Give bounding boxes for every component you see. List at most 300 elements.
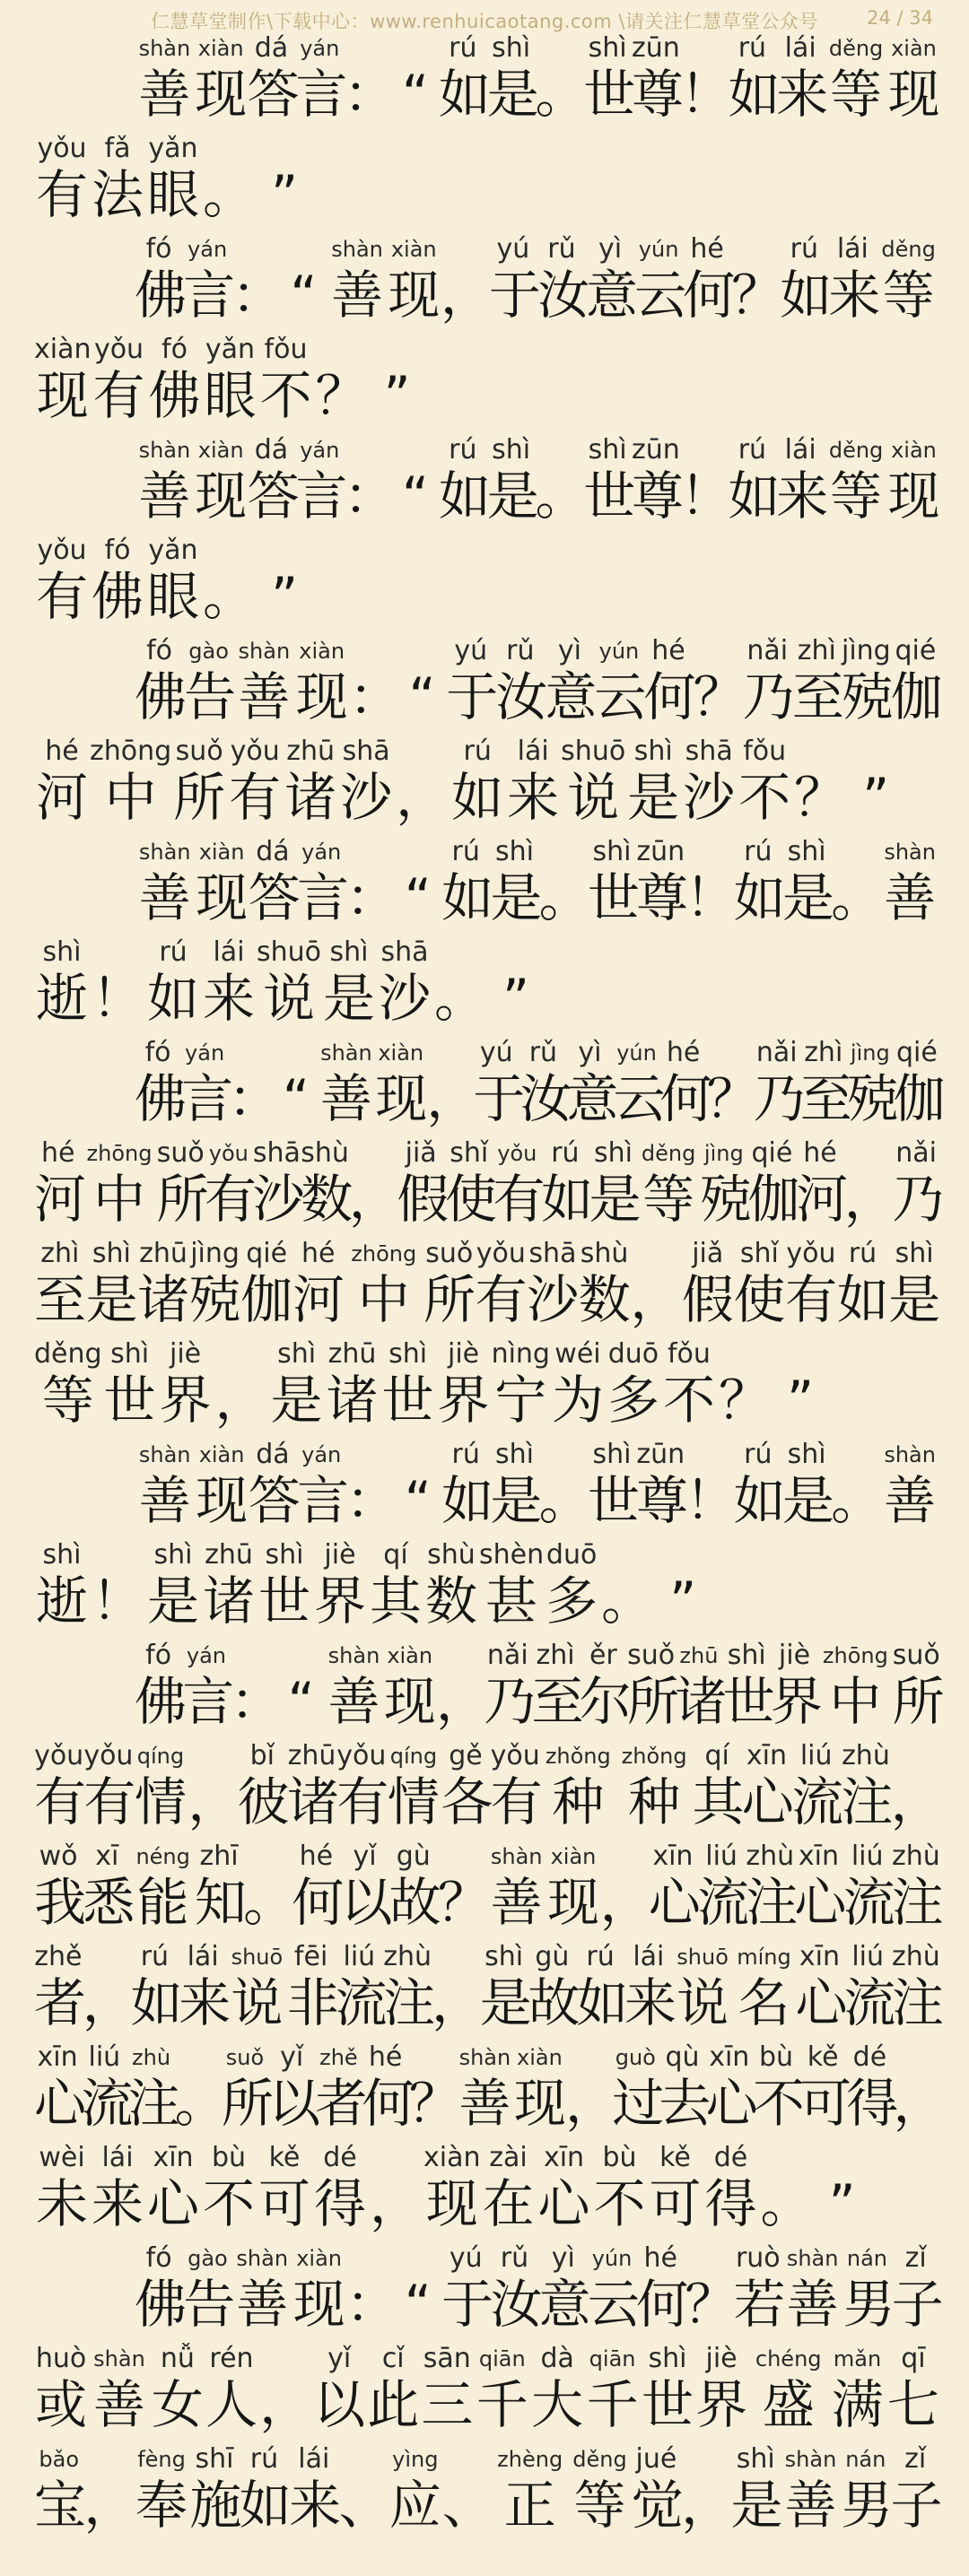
hanzi: 界 (695, 2374, 748, 2435)
pinyin (680, 436, 729, 465)
pinyin: shèn (479, 1539, 545, 1571)
hanzi: 世 (587, 1470, 640, 1531)
pinyin: lái (101, 2142, 134, 2173)
pinyin: shī (195, 2443, 234, 2475)
ruby-character (292, 2244, 345, 2336)
hanzi: ！ (685, 1470, 738, 1531)
pinyin: bù (211, 2142, 247, 2173)
ruby-character (887, 34, 940, 126)
ruby-character (408, 2043, 461, 2135)
pinyin: fó (144, 1037, 171, 1068)
ruby-character (737, 737, 792, 829)
hanzi: ， (348, 1169, 401, 1230)
ruby-character (227, 1943, 287, 2034)
ruby-character (792, 637, 842, 728)
ruby-character (843, 1139, 896, 1231)
ruby-character (257, 536, 312, 628)
ruby-character (759, 2144, 815, 2235)
hanzi: 心 (741, 1771, 794, 1832)
ruby-character (315, 2043, 368, 2135)
ruby-character (815, 2144, 870, 2235)
hanzi: 不 (752, 2073, 805, 2134)
pinyin: yán (188, 237, 228, 262)
hanzi: 心 (34, 2073, 87, 2134)
pinyin (214, 1340, 269, 1369)
pinyin: shì (277, 1338, 317, 1370)
text-line (34, 1340, 940, 1440)
ruby-character (493, 1139, 546, 1231)
pinyin: míng (737, 1945, 791, 1970)
ruby-character (314, 335, 370, 427)
ruby-character (86, 1240, 138, 1331)
ruby-character (435, 1641, 488, 1733)
hanzi: 或 (35, 2374, 88, 2435)
ruby-character (530, 2345, 584, 2436)
ruby-character (81, 2041, 134, 2135)
ruby-character (752, 2041, 805, 2135)
ruby-character (34, 335, 92, 427)
ruby-character (423, 2144, 481, 2235)
ruby-character (781, 836, 834, 929)
hanzi: ： (228, 1068, 281, 1129)
pinyin (349, 637, 398, 666)
pinyin: zhōng (822, 1643, 888, 1668)
hanzi: 女 (151, 2374, 204, 2435)
hanzi: 可 (799, 2073, 852, 2134)
ruby-character (438, 434, 491, 527)
pinyin: zhōng (351, 1241, 417, 1266)
pinyin (83, 2445, 133, 2474)
ruby-character (395, 838, 442, 929)
hanzi: 七 (886, 2374, 939, 2435)
ruby-character (492, 2445, 568, 2537)
ruby-character (247, 434, 300, 527)
pinyin (345, 1440, 394, 1469)
ruby-character (201, 2144, 257, 2235)
ruby-character (631, 2443, 684, 2537)
pinyin: rú (249, 2443, 279, 2475)
pinyin: rú (463, 735, 492, 767)
hanzi: 彼 (237, 1771, 290, 1832)
pinyin: gù (535, 1941, 570, 1972)
hanzi: 言 (295, 64, 348, 125)
ruby-character (486, 434, 539, 527)
ruby-character (785, 1240, 837, 1331)
ruby-character (891, 1841, 944, 1934)
pinyin: shì (484, 1941, 524, 1972)
hanzi: 于 (473, 1068, 526, 1129)
ruby-character (488, 233, 541, 326)
hanzi: 。 (760, 2173, 813, 2234)
ruby-character (694, 2345, 748, 2436)
hanzi: 如 (780, 265, 833, 326)
pinyin: zhì (804, 1037, 843, 1068)
hanzi: 伽 (890, 666, 943, 727)
hanzi: 世 (583, 64, 636, 125)
ruby-character (792, 737, 848, 829)
pinyin: nǎi (895, 1137, 937, 1169)
ruby-character (384, 1641, 436, 1733)
hanzi: 。 (538, 1470, 591, 1531)
ruby-character (195, 838, 248, 929)
hanzi: ， (893, 2073, 946, 2134)
hanzi: 种 (552, 1771, 605, 1832)
ruby-character (831, 1440, 884, 1532)
hanzi: 正 (503, 2475, 556, 2536)
hanzi: 界 (437, 1370, 490, 1431)
pinyin: xiàn (891, 438, 937, 463)
pinyin: shì (648, 2343, 687, 2374)
hanzi: 未 (35, 2173, 88, 2234)
ruby-character (831, 838, 884, 929)
pinyin: zūn (636, 836, 685, 867)
hanzi: 意 (538, 2274, 591, 2335)
ruby-character (490, 836, 543, 929)
hanzi: 是 (730, 2475, 783, 2536)
hanzi: 尊 (631, 64, 684, 125)
hanzi: 佛 (135, 265, 188, 326)
ruby-character (799, 2041, 852, 2135)
pinyin: nán (845, 2447, 886, 2472)
ruby-character (682, 1240, 734, 1331)
ruby-character (733, 836, 786, 929)
hanzi: 千 (586, 2374, 639, 2435)
ruby-character (189, 2443, 242, 2537)
pinyin: néng (135, 1844, 190, 1869)
ruby-character (345, 1440, 398, 1532)
ruby-character (145, 135, 201, 226)
pinyin (243, 1842, 292, 1871)
ruby-character (837, 1240, 889, 1331)
pinyin: shù (427, 1539, 476, 1571)
hanzi: 如 (441, 867, 494, 928)
pinyin (83, 1943, 131, 1971)
ruby-character (90, 2144, 145, 2235)
ruby-character (484, 1640, 537, 1733)
hanzi: 等 (41, 1370, 94, 1431)
pinyin: rén (209, 2343, 254, 2374)
hanzi: 诸 (675, 1671, 728, 1732)
hanzi: 眼 (146, 164, 199, 225)
ruby-character (659, 2041, 711, 2135)
pinyin: yǒu (786, 1238, 836, 1269)
pinyin: hé (643, 2242, 678, 2274)
pinyin: rú (744, 836, 773, 867)
hanzi: 中 (93, 1169, 146, 1230)
hanzi: 说 (677, 1972, 729, 2033)
hanzi: 。 (831, 867, 884, 928)
hanzi: 河 (796, 1169, 849, 1230)
pinyin: qíng (389, 1744, 438, 1769)
ruby-character (257, 1541, 312, 1632)
ruby-character (550, 1340, 606, 1432)
ruby-character (239, 2443, 292, 2537)
hanzi: ： (345, 2274, 398, 2335)
pinyin: yán (300, 438, 340, 463)
ruby-character (388, 235, 441, 326)
pinyin: rú (744, 1439, 773, 1470)
hanzi: 汝 (537, 265, 589, 326)
hanzi: 殑 (841, 666, 894, 727)
hanzi: 。 (243, 1872, 296, 1933)
ruby-character (441, 1740, 493, 1833)
hanzi: 如 (728, 466, 781, 527)
text-line (34, 1137, 945, 1240)
hanzi: 善 (92, 2374, 145, 2435)
hanzi: 言 (181, 1068, 234, 1129)
pinyin: ruò (735, 2242, 781, 2274)
pinyin: xīn (746, 1740, 787, 1771)
pinyin: shǐ (450, 1137, 489, 1169)
ruby-character (147, 335, 203, 427)
hanzi: 。 (174, 2073, 227, 2134)
ruby-character (781, 2445, 841, 2537)
ruby-character (879, 1440, 939, 1532)
pinyin: shàn (327, 1643, 380, 1668)
pinyin: bǎo (39, 2447, 79, 2472)
ruby-character (232, 2244, 292, 2336)
ruby-character (151, 2345, 205, 2436)
ruby-character (183, 2244, 236, 2336)
pinyin: yǐ (353, 1841, 377, 1872)
hanzi: “ (404, 867, 432, 928)
ruby-character (134, 2445, 190, 2537)
ruby-character (846, 1039, 899, 1130)
hanzi: 不 (259, 365, 312, 426)
hanzi: 以 (268, 2073, 321, 2134)
pinyin: shàn (784, 2447, 837, 2472)
ruby-character (292, 1841, 345, 1934)
pinyin: yǒu (83, 1740, 134, 1771)
hanzi: “ (404, 2274, 432, 2335)
hanzi: 等 (882, 265, 935, 326)
ruby-character (420, 2345, 474, 2436)
hanzi: 来 (624, 1972, 677, 2033)
pinyin (432, 938, 488, 967)
hanzi: 善 (138, 1470, 191, 1531)
hanzi: 等 (830, 64, 883, 125)
ruby-character (631, 434, 684, 527)
hanzi: 是 (781, 867, 834, 928)
hanzi: ： (230, 1671, 283, 1732)
hanzi: 数 (301, 1169, 354, 1230)
ruby-character (644, 637, 694, 728)
pinyin: xīn (709, 2041, 750, 2073)
ruby-character (336, 1740, 389, 1833)
pinyin (731, 235, 780, 264)
hanzi: 言 (182, 1671, 235, 1732)
hanzi: 佛 (135, 2274, 188, 2335)
hanzi: 注 (383, 1972, 436, 2033)
text-line (34, 436, 940, 536)
ruby-character (34, 737, 90, 829)
pinyin (426, 1039, 473, 1067)
pinyin: dá (254, 32, 289, 64)
pinyin: zǐ (904, 2443, 927, 2475)
ruby-character (576, 1941, 629, 2034)
pinyin: zūn (631, 32, 680, 64)
pinyin: qíng (136, 1744, 185, 1769)
pinyin (759, 2144, 815, 2172)
hanzi: 是 (323, 968, 376, 1029)
pinyin: zhū (287, 1740, 336, 1771)
pinyin: zhù (892, 1941, 940, 1972)
hanzi: 殑 (700, 1169, 753, 1230)
pinyin: xiàn (296, 2246, 343, 2271)
pinyin: zūn (636, 1439, 685, 1470)
pinyin: shuō (677, 1945, 729, 1970)
pinyin: děng (828, 36, 884, 61)
ruby-character (741, 1740, 794, 1833)
pinyin: fó (146, 635, 172, 666)
pinyin: shì (329, 936, 369, 968)
pinyin (90, 1541, 145, 1570)
pinyin: sān (423, 2343, 471, 2374)
hanzi: 心 (146, 2173, 199, 2234)
ruby-character (641, 2345, 694, 2436)
pinyin (395, 2244, 442, 2273)
ruby-character (770, 1640, 823, 1733)
hanzi: ， (259, 2374, 312, 2435)
ruby-character (335, 1941, 388, 2034)
hanzi: “ (287, 1671, 315, 1732)
hanzi: 世 (722, 1671, 775, 1732)
pinyin: jìng (190, 1238, 240, 1269)
ruby-character (877, 235, 939, 326)
pinyin: shǐ (739, 1238, 779, 1269)
hanzi: 种 (628, 1771, 681, 1832)
pinyin: hé (666, 1037, 701, 1068)
hanzi: 意 (586, 265, 639, 326)
ruby-character (673, 1943, 733, 2034)
pinyin (707, 1039, 754, 1067)
pinyin: chéng (755, 2346, 822, 2371)
hanzi: 子 (890, 2475, 943, 2536)
pinyin: shàn (138, 840, 191, 865)
ruby-character (564, 2043, 617, 2135)
hanzi: 所 (173, 767, 226, 828)
ruby-character (386, 1742, 441, 1833)
ruby-character (599, 1541, 655, 1632)
hanzi: 可 (649, 2173, 702, 2234)
pinyin (831, 1440, 879, 1469)
ruby-character (90, 536, 145, 628)
ruby-character (397, 1137, 450, 1231)
hanzi: 来 (289, 2475, 342, 2536)
ruby-character (366, 2345, 420, 2436)
pinyin (848, 737, 904, 766)
ruby-character (227, 737, 283, 829)
hanzi: 甚 (485, 1571, 538, 1632)
hanzi: 情 (134, 1771, 187, 1832)
ruby-character (257, 2144, 312, 2235)
hanzi: 非 (286, 1972, 339, 2033)
hanzi: 情 (387, 1771, 440, 1832)
ruby-character (828, 233, 881, 326)
hanzi: 其 (692, 1771, 745, 1832)
pinyin: qiān (478, 2346, 526, 2371)
ruby-character (201, 536, 257, 628)
pinyin: yì (578, 1037, 602, 1068)
ruby-character (841, 635, 894, 728)
ruby-character (327, 235, 388, 326)
pinyin: shuō (231, 1945, 284, 1970)
pinyin: shì (592, 1439, 632, 1470)
hanzi: 如 (733, 1470, 786, 1531)
ruby-character (685, 838, 738, 929)
hanzi: 如 (541, 1169, 594, 1230)
hanzi: 伽 (893, 1068, 946, 1129)
hanzi: 是 (270, 1370, 323, 1431)
ruby-character (135, 436, 195, 527)
hanzi: 是 (589, 1169, 642, 1230)
pinyin: rǔ (547, 233, 576, 265)
hanzi: 流 (697, 1872, 750, 1933)
ruby-character (538, 2242, 591, 2336)
ruby-character (697, 1841, 750, 1934)
ruby-character (230, 1641, 283, 1733)
hanzi: 若 (733, 2274, 786, 2335)
pinyin: wǒ (39, 1841, 78, 1872)
pinyin: xiàn (423, 2142, 481, 2173)
pinyin (257, 536, 312, 565)
hanzi: 于 (446, 666, 499, 727)
ruby-character (892, 1137, 945, 1231)
ruby-character (659, 1037, 712, 1130)
ruby-character (368, 1541, 423, 1632)
ruby-character (237, 1740, 290, 1833)
hanzi: 不 (202, 2173, 255, 2234)
pinyin: liú (88, 2041, 121, 2073)
ruby-character (34, 1740, 87, 1833)
ruby-character (297, 838, 350, 929)
pinyin (655, 1541, 711, 1570)
ruby-character (194, 1841, 247, 1934)
hanzi: ， (188, 1771, 240, 1832)
ruby-character (348, 1139, 401, 1231)
hanzi: 汝 (495, 666, 548, 727)
ruby-character (292, 1240, 345, 1331)
hanzi: 至 (34, 1269, 87, 1330)
ruby-character (636, 1439, 689, 1532)
pinyin: lái (836, 233, 869, 265)
hanzi: ” (828, 2173, 856, 2234)
hanzi: 河 (34, 1169, 87, 1230)
hanzi: 中 (104, 767, 157, 828)
hanzi: 于 (441, 2274, 494, 2335)
hanzi: 现 (292, 2274, 345, 2335)
pinyin: hé (299, 1841, 334, 1872)
pinyin: zhǒng (545, 1744, 611, 1769)
text-line (34, 1841, 944, 1943)
ruby-character (842, 2244, 895, 2336)
ruby-character (568, 2445, 631, 2537)
hanzi: 知 (194, 1872, 247, 1933)
ruby-character (599, 1842, 652, 1934)
ruby-character (586, 233, 639, 326)
pinyin: shì (593, 1137, 633, 1169)
pinyin: shì (153, 1539, 193, 1571)
hanzi: 如 (836, 1269, 889, 1330)
pinyin: xīn (799, 1941, 840, 1972)
pinyin: yún (598, 639, 640, 664)
ruby-character (681, 2445, 734, 2537)
hanzi: 不 (662, 1370, 715, 1431)
hanzi: 是 (627, 767, 680, 828)
pinyin (395, 1440, 442, 1469)
hanzi: 所 (156, 1169, 209, 1230)
ruby-character (893, 2043, 946, 2135)
